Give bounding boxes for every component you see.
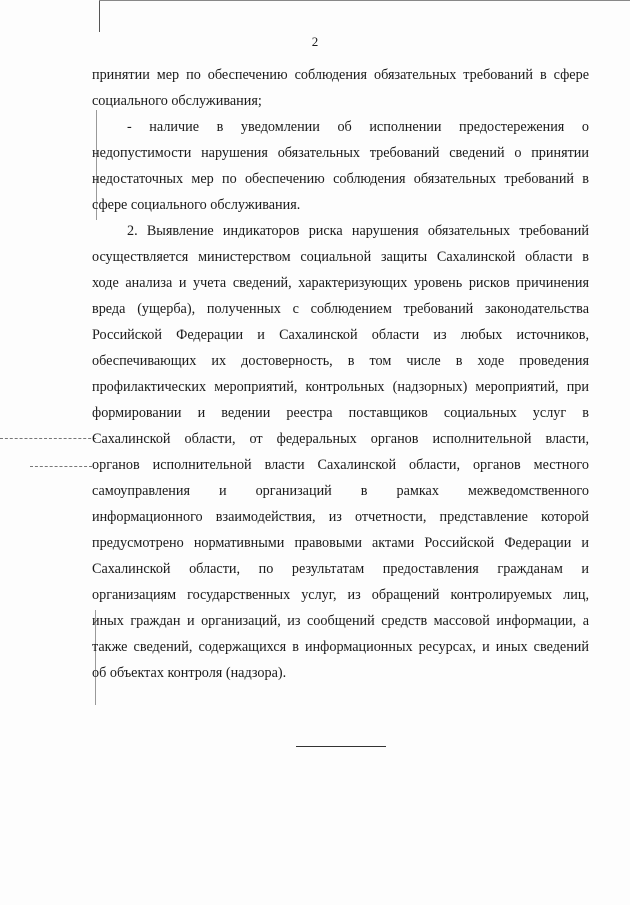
text-line: иных граждан и организаций, из сообщений средств массовой информации, а [92, 613, 589, 629]
text-line: информационного взаимодействия, из отчетности, представление которой [92, 509, 589, 525]
text-line: об объектах контроля (надзора). [92, 665, 287, 681]
text-line: Российской Федерации и Сахалинской области из любых источников, [92, 327, 589, 343]
scan-artifact-dash-2 [30, 466, 92, 467]
text-line: формировании и ведении реестра поставщиков социальных услуг в [92, 405, 589, 421]
text-line: организациям государственных услуг, из обращений контролируемых лиц, [92, 587, 589, 603]
text-line: сфере социального обслуживания. [92, 197, 301, 213]
text-line: социального обслуживания; [92, 93, 262, 109]
text-line: самоуправления и организаций в рамках межведомственного [92, 483, 589, 499]
text-line: недопустимости нарушения обязательных требований сведений о принятии [92, 145, 589, 161]
end-separator-line [296, 746, 386, 747]
text-line: осуществляется министерством социальной защиты Сахалинской области в [92, 249, 589, 265]
scan-artifact-top-rule [99, 0, 630, 1]
text-line: Сахалинской области, от федеральных органов исполнительной власти, [92, 431, 589, 447]
scan-artifact-top [99, 0, 100, 32]
text-line: недостаточных мер по обеспечению соблюдения обязательных требований в [92, 171, 589, 187]
text-line: предусмотрено нормативными правовыми актами Российской Федерации и [92, 535, 589, 551]
text-line: Сахалинской области, по результатам предоставления гражданам и [92, 561, 589, 577]
text-line: также сведений, содержащихся в информационных ресурсах, и иных сведений [92, 639, 589, 655]
text-line: ходе анализа и учета сведений, характеризующих уровень рисков причинения [92, 275, 589, 291]
text-line: принятии мер по обеспечению соблюдения обязательных требований в сфере [92, 67, 589, 83]
text-line: вреда (ущерба), полученных с соблюдением требований законодательства [92, 301, 589, 317]
scan-artifact-dash-1 [0, 438, 96, 439]
text-line: обеспечивающих их достоверность, в том числе в ходе проведения [92, 353, 589, 369]
text-line: - наличие в уведомлении об исполнении предостережения о [127, 119, 589, 135]
text-line: органов исполнительной власти Сахалинской области, органов местного [92, 457, 589, 473]
page-number: 2 [311, 34, 319, 49]
text-line: 2. Выявление индикаторов риска нарушения обязательных требований [127, 223, 589, 239]
text-line: профилактических мероприятий, контрольных (надзорных) мероприятий, при [92, 379, 589, 395]
